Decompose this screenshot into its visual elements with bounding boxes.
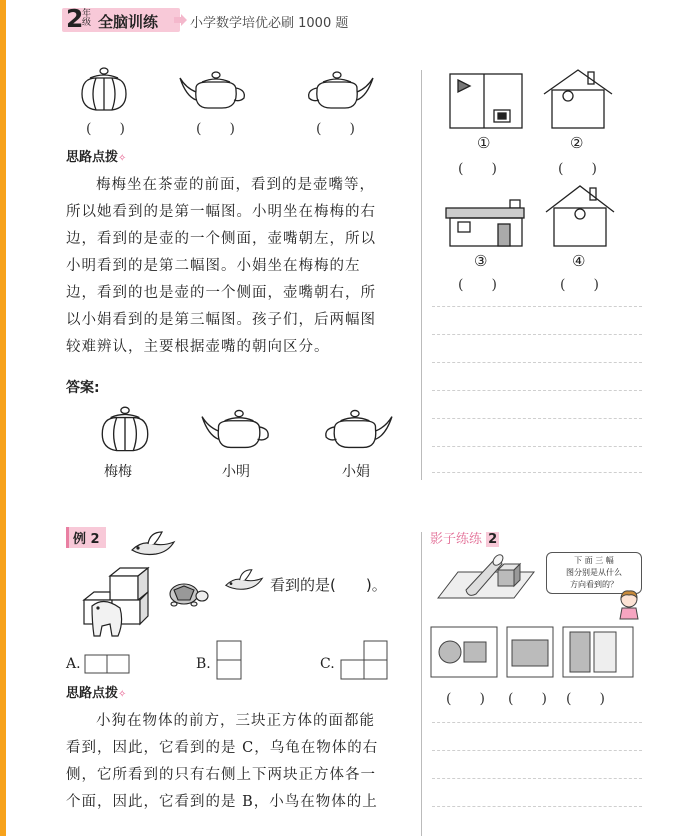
tips-line: 所以她看到的是第一幅图。小明坐在梅梅的右 <box>66 204 376 220</box>
option-b-label[interactable]: B. <box>196 656 211 672</box>
tips-line: 个面，因此，它看到的是 B，小鸟在物体的上 <box>66 794 378 810</box>
answer-paren-3[interactable]: ( ) <box>316 121 355 137</box>
page-edge-bar <box>0 0 6 836</box>
option-a-figure[interactable] <box>84 654 130 674</box>
bubble-line: 方向看到的？ <box>570 580 618 589</box>
writing-line <box>432 306 642 307</box>
answer-name-1: 梅梅 <box>104 464 132 480</box>
tips-line: 边，看到的是壶的一个侧面，壶嘴朝左，所以 <box>66 231 376 247</box>
house-figure-4 <box>544 182 616 248</box>
tips-line: 以小娟看到的是第三幅图。孩子们，后两幅图 <box>66 312 376 328</box>
tips-line: 小狗在物体的前方，三块正方体的面都能 <box>96 713 375 729</box>
option-c-figure[interactable] <box>340 640 388 680</box>
view-paren-1[interactable]: ( ) <box>446 691 485 707</box>
answer-name-3: 小娟 <box>342 464 370 480</box>
teapot-side-right-top <box>303 70 375 112</box>
writing-line <box>432 418 642 419</box>
figure-paren-3[interactable]: ( ) <box>458 277 497 293</box>
view-option-3[interactable] <box>562 626 634 678</box>
shadow-title-num: 2 <box>488 532 498 547</box>
answer-paren-1[interactable]: ( ) <box>86 121 125 137</box>
sparkle-icon: ✧ <box>118 153 127 164</box>
view-option-1[interactable] <box>430 626 498 678</box>
grade-number: 2 <box>66 4 84 33</box>
view-paren-2[interactable]: ( ) <box>508 691 547 707</box>
house-figure-1 <box>448 72 524 130</box>
tips-line: 较难辨认，主要根据壶嘴的朝向区分。 <box>66 339 330 355</box>
tips-line: 侧，它所看到的只有右侧上下两块正方体各一 <box>66 767 376 783</box>
column-divider-top <box>421 70 422 480</box>
view-paren-3[interactable]: ( ) <box>566 691 605 707</box>
tips-heading-text: 思路点拨 <box>66 150 119 165</box>
turtle-icon <box>164 580 210 608</box>
writing-line <box>432 472 642 473</box>
book-title: 小学数学培优必刷 1000 题 <box>190 16 349 31</box>
bird-icon <box>128 530 178 560</box>
shadow-title-text: 影子练练 <box>430 532 483 547</box>
tips-line: 梅梅坐在茶壶的前面，看到的是壶嘴等， <box>96 177 375 193</box>
house-figure-2 <box>542 66 614 130</box>
tips-heading-2 <box>66 682 126 701</box>
writing-line <box>432 334 642 335</box>
tips-line: 边，看到的也是壶的一个侧面，壶嘴朝右，所 <box>66 285 376 301</box>
example-tag-text: 例 2 <box>73 532 100 547</box>
example-tag <box>66 527 106 548</box>
tips-heading-text: 思路点拨 <box>66 686 119 701</box>
option-a-label[interactable]: A. <box>66 656 81 672</box>
cylinder-cube-scene <box>436 552 536 602</box>
teapot-side-right-answer <box>320 408 394 452</box>
figure-paren-4[interactable]: ( ) <box>560 277 599 293</box>
girl-avatar-icon <box>616 588 642 620</box>
tips-paragraph-2 <box>66 708 416 816</box>
arrow-icon <box>172 12 188 28</box>
writing-line <box>432 390 642 391</box>
teapot-side-left-answer <box>200 408 274 452</box>
answer-heading: 答案: <box>66 380 100 396</box>
figure-label-4: ④ <box>572 252 586 270</box>
tips-paragraph-1 <box>66 172 416 361</box>
sparkle-icon: ✧ <box>118 689 127 700</box>
answer-name-2: 小明 <box>222 464 250 480</box>
example-question: 看到的是( )。 <box>270 576 387 594</box>
series-title: 全脑训练 <box>98 13 159 31</box>
house-figure-3 <box>444 196 526 248</box>
bubble-line: 图分别是从什么 <box>566 568 622 577</box>
writing-line <box>432 778 642 779</box>
teapot-side-left-top <box>178 70 250 112</box>
figure-label-3: ③ <box>474 252 488 270</box>
figure-label-2: ② <box>570 134 584 152</box>
figure-paren-1[interactable]: ( ) <box>458 161 497 177</box>
bird-small-icon <box>222 568 266 594</box>
writing-line <box>432 722 642 723</box>
shadow-practice-title <box>430 528 499 547</box>
header <box>62 6 402 36</box>
answer-paren-2[interactable]: ( ) <box>196 121 235 137</box>
teapot-front-top <box>74 66 134 116</box>
writing-line <box>432 806 642 807</box>
column-divider-bottom <box>421 532 422 836</box>
figure-label-1: ① <box>477 134 491 152</box>
bubble-line: 下 面 三 幅 <box>574 556 614 565</box>
writing-line <box>432 446 642 447</box>
teapot-front-answer <box>94 405 156 457</box>
view-option-2[interactable] <box>506 626 554 678</box>
writing-line <box>432 750 642 751</box>
option-c-label[interactable]: C. <box>320 656 335 672</box>
grade-chars: 年级 <box>82 9 92 28</box>
writing-line <box>432 362 642 363</box>
cubes-dog-scene <box>80 566 160 640</box>
tips-line: 看到，因此，它看到的是 C，乌龟在物体的右 <box>66 740 379 756</box>
option-b-figure[interactable] <box>216 640 242 680</box>
tips-line: 小明看到的是第二幅图。小娟坐在梅梅的左 <box>66 258 361 274</box>
figure-paren-2[interactable]: ( ) <box>558 161 597 177</box>
tips-heading-1 <box>66 146 126 165</box>
